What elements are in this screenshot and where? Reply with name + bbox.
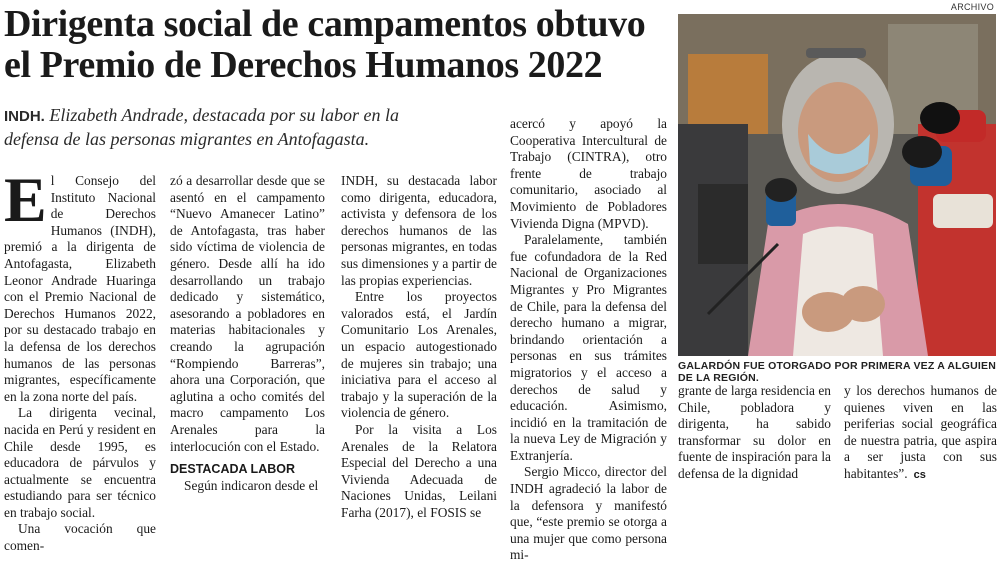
body-paragraph-1 (4, 164, 156, 405)
body-paragraph-8-start: Sergio Micco, director del INDH agradeció la labor de la defensora y manifestó que, “este premio se otorga a una mujer que como persona mi- (510, 464, 667, 563)
body-paragraph-3-cont: zó a desarrollar desde que se asentó en el campamento “Nuevo Amanecer Latino” de Antofagasta, tras haber sido víctima de violencia de género. Desde allí ha ido desarrollando un trabajo dedicado y sistemático, asesorando a pobladores en materias habitacionales y creando la agrupación “Rompiendo Barreras”, ahora una Corporación, que aglutina a ocho comités del macro campamento Los Arenales para la interlocución con el Estado. (170, 173, 325, 454)
body-paragraph-8-end (844, 383, 997, 484)
body-paragraph-6-cont: acercó y apoyó la Cooperativa Intercultural de Trabajo (CINTRA), otro frente de trabajo comunitario, asociado al Movimiento de Pobladores Vivienda Digna (MPVD). (510, 116, 667, 231)
body-paragraph-8-mid: grante de larga residencia en Chile, pobladora y dirigenta, ha sabido transformar su dolor en fuente de inspiración para la defensa de la dignidad (678, 383, 831, 481)
body-paragraph-2: La dirigenta vecinal, nacida en Perú y resident en Chile desde 1995, es educadora de párvulos y actualmente se encuentra estudiando para ser técnico en trabajo social. (4, 405, 156, 520)
body-paragraph-1-text: l Consejo del Instituto Nacional de Derechos Humanos (INDH), premió a la dirigenta de Antofagasta, Elizabeth Leonor Andrade Huaringa con el Premio Nacional de Derechos Humanos 2022, por su destacado trabajo en la defensa de los derechos humanos de las personas migrantes, específicamente en la zona norte del país. (4, 173, 156, 404)
article-column-7 (844, 383, 997, 484)
body-paragraph-4-start: Según indicaron desde el (184, 477, 319, 493)
body-paragraph-3-start: Una vocación que comen- (4, 521, 156, 554)
body-paragraph-4-cont: INDH, su destacada labor como dirigenta, educadora, activista y defensora de los derechos humanos de las personas migrantes, en todas sus dimensiones y a partir de las propias experiencias. (341, 173, 497, 288)
article-column-4 (510, 116, 667, 564)
subhead-destacada-labor: DESTACADA LABOR (170, 462, 295, 477)
body-paragraph-6-start: Por la visita a Los Arenales de la Relatora Especial del Derecho a una Vivienda Adecuada de Naciones Unidas, Leilani Farha (2017), el FOSIS se (341, 421, 497, 520)
news-photo (678, 14, 996, 356)
lead-text: Elizabeth Andrade, destacada por su labor en la defensa de las personas migrantes en Antofagasta. (4, 105, 399, 149)
body-paragraph-8-end-text: y los derechos humanos de quienes viven en las periferias social geográfica de nuestra patria, que aspira a ser justa con sus habitantes”. (844, 383, 997, 481)
body-paragraph-7: Paralelamente, también fue cofundadora de la Red Nacional de Organizaciones Migrantes y Pro Migrantes de Chile, para la defensa del derecho humano a migrar, brindando orientación a personas en sus trámites migratorios y el acceso a derechos de salud y educación. Asimismo, incidió en la tramitación de la nueva Ley de Migración y Extranjería. (510, 232, 667, 463)
article-column-2 (170, 173, 325, 494)
headline: Dirigenta social de campamentos obtuvo el Premio de Derechos Humanos 2022 (4, 3, 646, 86)
article-column-6 (678, 383, 831, 483)
article-column-1 (4, 164, 156, 555)
body-paragraph-5: Entre los proyectos valorados está, el Jardín Comunitario Los Arenales, un espacio autogestionado de mujeres sin trabajo; una iniciativa para el acceso al trabajo y la superación de la violencia de género. (341, 289, 497, 421)
lead-tag: INDH. (4, 108, 45, 125)
lead-paragraph (4, 104, 444, 151)
photo-caption: GALARDÓN FUE OTORGADO POR PRIMERA VEZ A ALGUIEN DE LA REGIÓN. (678, 360, 996, 384)
photo-credit: ARCHIVO (950, 2, 994, 12)
end-mark: cs (913, 468, 926, 481)
article-column-3 (341, 173, 497, 521)
drop-cap: E (4, 164, 47, 235)
protester-photo-illustration (678, 14, 996, 356)
